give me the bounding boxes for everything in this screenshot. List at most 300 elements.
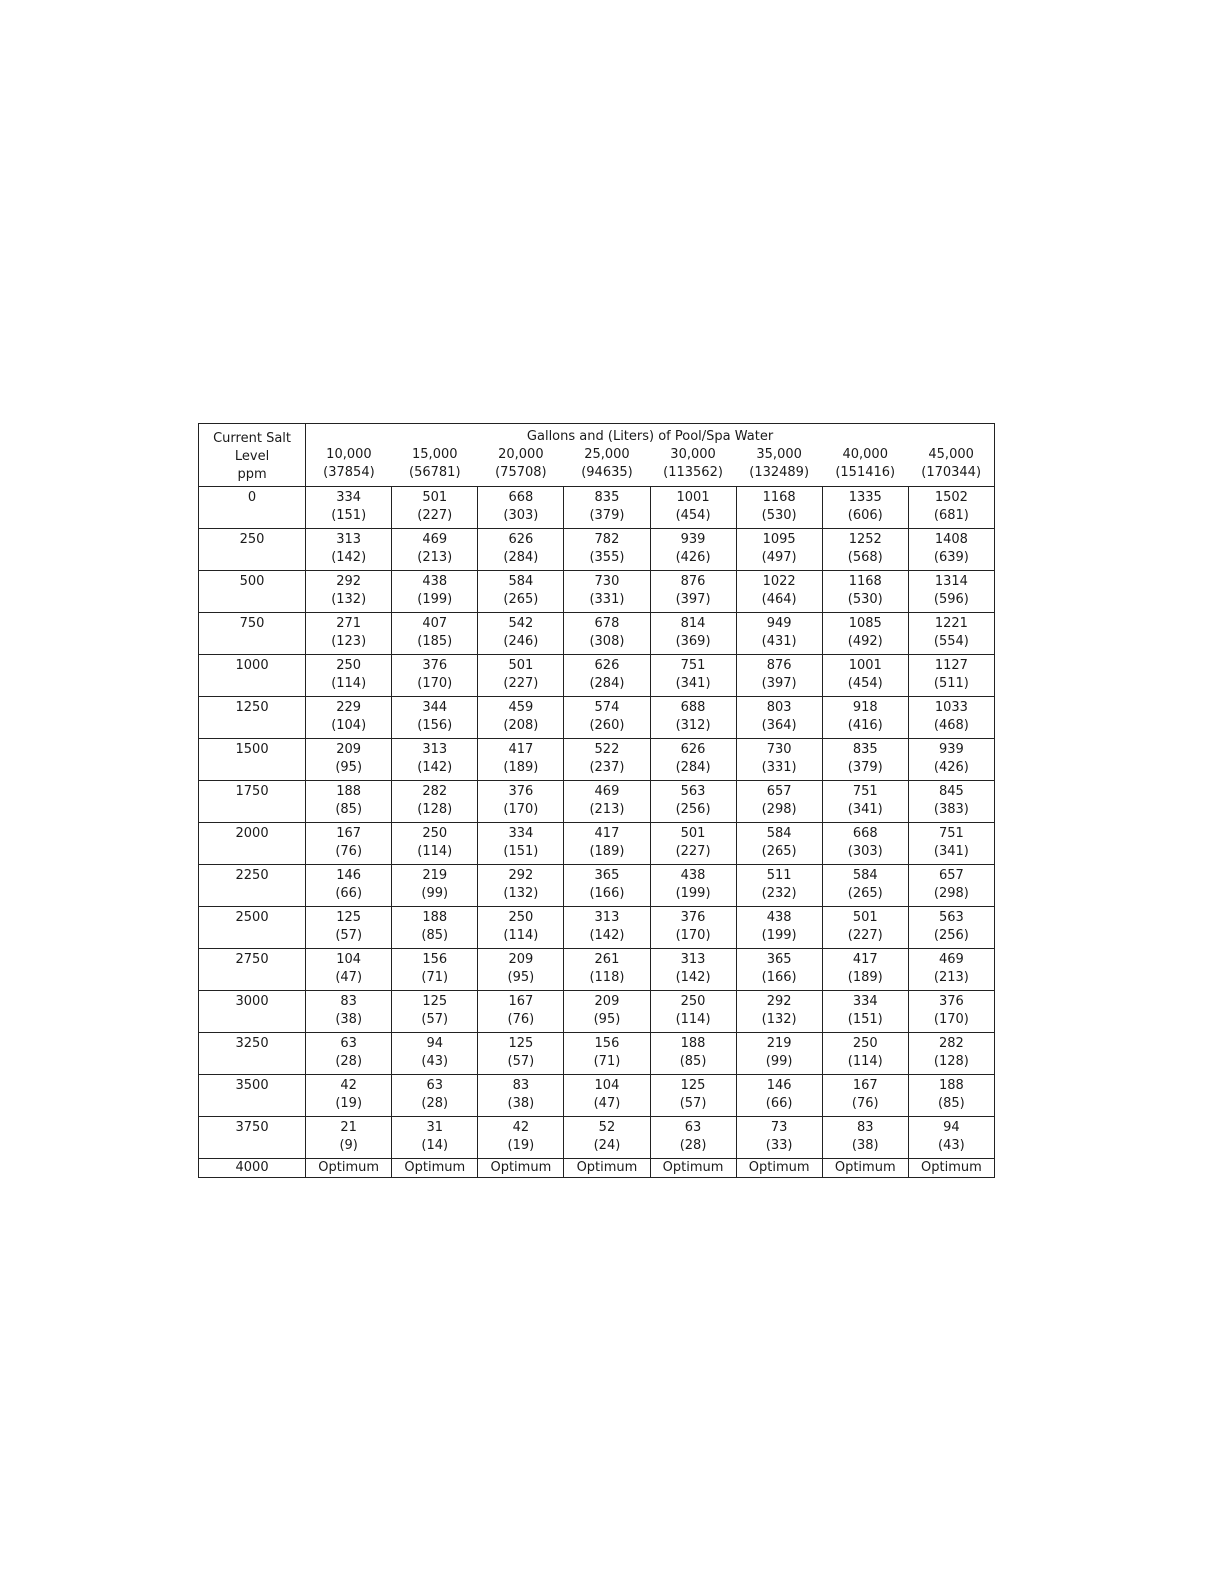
salt-amount-cell: [736, 571, 822, 613]
salt-level-cell: 3750: [199, 1117, 306, 1159]
pounds-value: 949: [766, 616, 792, 631]
salt-amount-cell: [736, 865, 822, 907]
salt-amount-cell: [650, 991, 736, 1033]
salt-amount-cell: [306, 739, 392, 781]
kilograms-value: (189): [503, 760, 539, 775]
kilograms-value: (312): [675, 718, 711, 733]
kilograms-value: (284): [675, 760, 711, 775]
kilograms-value: (265): [761, 844, 797, 859]
gallons-label: 40,000: [842, 447, 888, 462]
kilograms-value: (132): [331, 592, 367, 607]
pounds-value: 803: [766, 700, 792, 715]
kilograms-value: (38): [335, 1012, 363, 1027]
kilograms-value: (151): [331, 508, 367, 523]
header-line: ppm: [237, 467, 267, 482]
pounds-value: 501: [852, 910, 878, 925]
kilograms-value: (43): [938, 1138, 965, 1153]
kilograms-value: (308): [589, 634, 625, 649]
kilograms-value: (568): [847, 550, 883, 565]
salt-amount-cell: [306, 1075, 392, 1117]
volume-column-header: [564, 446, 650, 487]
table-row: [199, 781, 995, 823]
salt-level-cell: 3000: [199, 991, 306, 1033]
kilograms-value: (341): [933, 844, 969, 859]
kilograms-value: (142): [417, 760, 453, 775]
salt-amount-cell: [822, 487, 908, 529]
kilograms-value: (260): [589, 718, 625, 733]
pounds-value: 469: [938, 952, 964, 967]
kilograms-value: (379): [589, 508, 625, 523]
pounds-value: 188: [938, 1078, 964, 1093]
pounds-value: 626: [680, 742, 706, 757]
salt-level-cell: 1000: [199, 655, 306, 697]
pounds-value: 83: [512, 1078, 530, 1093]
volume-column-header: [822, 446, 908, 487]
salt-amount-cell: [392, 487, 478, 529]
salt-amount-cell: [908, 823, 994, 865]
kilograms-value: (118): [589, 970, 625, 985]
kilograms-value: (341): [675, 676, 711, 691]
salt-amount-cell: [908, 529, 994, 571]
salt-amount-cell: [736, 907, 822, 949]
kilograms-value: (132): [503, 886, 539, 901]
pounds-value: 250: [508, 910, 534, 925]
kilograms-value: (681): [933, 508, 969, 523]
pounds-value: 219: [766, 1036, 792, 1051]
volume-column-header: [736, 446, 822, 487]
kilograms-value: (19): [507, 1138, 535, 1153]
salt-level-cell: 3500: [199, 1075, 306, 1117]
kilograms-value: (468): [933, 718, 969, 733]
pounds-value: 730: [766, 742, 792, 757]
pounds-value: 167: [852, 1078, 878, 1093]
pounds-value: 1335: [848, 490, 882, 505]
pounds-value: 501: [680, 826, 706, 841]
salt-amount-cell: [564, 907, 650, 949]
liters-label: (75708): [495, 465, 547, 480]
gallons-label: 45,000: [928, 447, 974, 462]
pounds-value: 469: [422, 532, 448, 547]
kilograms-value: (57): [421, 1012, 449, 1027]
salt-level-cell: 3250: [199, 1033, 306, 1075]
kilograms-value: (492): [847, 634, 883, 649]
pounds-value: 584: [766, 826, 792, 841]
pounds-value: 209: [508, 952, 534, 967]
pounds-value: 219: [422, 868, 448, 883]
optimum-cell: Optimum: [564, 1159, 650, 1178]
pounds-value: 209: [594, 994, 620, 1009]
pounds-value: 688: [680, 700, 706, 715]
kilograms-value: (511): [933, 676, 969, 691]
salt-amount-cell: [908, 739, 994, 781]
salt-amount-cell: [306, 613, 392, 655]
pounds-value: 438: [680, 868, 706, 883]
salt-amount-cell: [392, 739, 478, 781]
salt-amount-cell: [908, 487, 994, 529]
pounds-value: 313: [422, 742, 448, 757]
volume-column-header: [908, 446, 994, 487]
salt-level-cell: 4000: [199, 1159, 306, 1178]
kilograms-value: (199): [761, 928, 797, 943]
pounds-value: 876: [766, 658, 792, 673]
kilograms-value: (85): [335, 802, 363, 817]
salt-amount-cell: [306, 1117, 392, 1159]
kilograms-value: (85): [679, 1054, 707, 1069]
salt-amount-cell: [822, 1075, 908, 1117]
pounds-value: 730: [594, 574, 620, 589]
table-row: [199, 1033, 995, 1075]
kilograms-value: (298): [761, 802, 797, 817]
gallons-label: 30,000: [670, 447, 716, 462]
liters-label: (170344): [921, 465, 982, 480]
pounds-value: 376: [422, 658, 448, 673]
pounds-value: 250: [336, 658, 362, 673]
pounds-value: 42: [340, 1078, 357, 1093]
kilograms-value: (639): [933, 550, 969, 565]
pounds-value: 918: [852, 700, 878, 715]
kilograms-value: (151): [847, 1012, 883, 1027]
kilograms-value: (66): [765, 1096, 793, 1111]
salt-amount-cell: [736, 529, 822, 571]
salt-amount-cell: [478, 1117, 564, 1159]
salt-amount-cell: [908, 991, 994, 1033]
kilograms-value: (208): [503, 718, 539, 733]
kilograms-value: (166): [589, 886, 625, 901]
pounds-value: 376: [508, 784, 534, 799]
pounds-value: 125: [422, 994, 448, 1009]
kilograms-value: (95): [507, 970, 535, 985]
optimum-cell: Optimum: [650, 1159, 736, 1178]
kilograms-value: (199): [417, 592, 453, 607]
pounds-value: 584: [852, 868, 878, 883]
header-line: Current Salt: [213, 431, 291, 446]
pounds-value: 511: [766, 868, 792, 883]
pounds-value: 835: [594, 490, 620, 505]
kilograms-value: (156): [417, 718, 453, 733]
kilograms-value: (170): [675, 928, 711, 943]
salt-amount-cell: [822, 823, 908, 865]
pounds-value: 334: [508, 826, 534, 841]
pounds-value: 21: [340, 1120, 357, 1135]
kilograms-value: (24): [593, 1138, 621, 1153]
optimum-cell: Optimum: [478, 1159, 564, 1178]
kilograms-value: (227): [417, 508, 453, 523]
kilograms-value: (99): [765, 1054, 793, 1069]
pounds-value: 835: [852, 742, 878, 757]
pounds-value: 845: [938, 784, 964, 799]
salt-amount-cell: [478, 823, 564, 865]
table-row: [199, 1075, 995, 1117]
optimum-cell: Optimum: [306, 1159, 392, 1178]
kilograms-value: (19): [335, 1096, 363, 1111]
salt-amount-cell: [822, 781, 908, 823]
pounds-value: 292: [508, 868, 534, 883]
table-row: [199, 991, 995, 1033]
pounds-value: 417: [508, 742, 534, 757]
pounds-value: 751: [680, 658, 706, 673]
salt-level-cell: 1500: [199, 739, 306, 781]
salt-level-cell: 250: [199, 529, 306, 571]
pounds-value: 313: [680, 952, 706, 967]
salt-level-cell: 1750: [199, 781, 306, 823]
kilograms-value: (71): [421, 970, 449, 985]
salt-amount-cell: [306, 487, 392, 529]
salt-amount-cell: [564, 1117, 650, 1159]
salt-amount-cell: [392, 823, 478, 865]
salt-amount-cell: [306, 529, 392, 571]
pounds-value: 229: [336, 700, 362, 715]
salt-amount-cell: [564, 655, 650, 697]
pounds-value: 678: [594, 616, 620, 631]
salt-amount-cell: [822, 739, 908, 781]
kilograms-value: (132): [761, 1012, 797, 1027]
salt-amount-cell: [306, 571, 392, 613]
table-body: [199, 487, 995, 1178]
pounds-value: 563: [938, 910, 964, 925]
kilograms-value: (341): [847, 802, 883, 817]
salt-amount-cell: [908, 865, 994, 907]
pounds-value: 1314: [934, 574, 968, 589]
pounds-value: 438: [766, 910, 792, 925]
salt-amount-cell: [908, 1075, 994, 1117]
pounds-value: 365: [766, 952, 792, 967]
kilograms-value: (426): [933, 760, 969, 775]
kilograms-value: (355): [589, 550, 625, 565]
kilograms-value: (151): [503, 844, 539, 859]
kilograms-value: (38): [851, 1138, 879, 1153]
salt-amount-cell: [822, 697, 908, 739]
salt-amount-cell: [564, 571, 650, 613]
salt-amount-cell: [564, 781, 650, 823]
pounds-value: 417: [594, 826, 620, 841]
kilograms-value: (142): [589, 928, 625, 943]
pounds-value: 125: [680, 1078, 706, 1093]
kilograms-value: (227): [675, 844, 711, 859]
salt-amount-cell: [392, 1117, 478, 1159]
kilograms-value: (397): [675, 592, 711, 607]
pounds-value: 407: [422, 616, 448, 631]
salt-amount-cell: [736, 1117, 822, 1159]
liters-label: (151416): [835, 465, 896, 480]
salt-amount-cell: [908, 1117, 994, 1159]
kilograms-value: (76): [507, 1012, 535, 1027]
kilograms-value: (454): [847, 676, 883, 691]
table-row: [199, 529, 995, 571]
kilograms-value: (227): [503, 676, 539, 691]
salt-amount-cell: [650, 655, 736, 697]
salt-amount-cell: [650, 529, 736, 571]
pounds-value: 438: [422, 574, 448, 589]
pounds-value: 501: [508, 658, 534, 673]
kilograms-value: (123): [331, 634, 367, 649]
pounds-value: 751: [852, 784, 878, 799]
salt-amount-cell: [392, 529, 478, 571]
pounds-value: 94: [426, 1036, 444, 1051]
pounds-value: 626: [508, 532, 534, 547]
pounds-value: 668: [852, 826, 878, 841]
salt-amount-cell: [822, 949, 908, 991]
salt-amount-cell: [392, 1033, 478, 1075]
salt-amount-cell: [564, 1075, 650, 1117]
pounds-value: 250: [852, 1036, 878, 1051]
salt-amount-cell: [478, 697, 564, 739]
kilograms-value: (464): [761, 592, 797, 607]
salt-amount-cell: [564, 991, 650, 1033]
salt-amount-cell: [736, 697, 822, 739]
salt-amount-cell: [908, 571, 994, 613]
salt-amount-cell: [306, 781, 392, 823]
salt-amount-cell: [478, 571, 564, 613]
volume-column-header: [650, 446, 736, 487]
kilograms-value: (28): [421, 1096, 449, 1111]
kilograms-value: (114): [417, 844, 453, 859]
salt-amount-cell: [306, 655, 392, 697]
salt-amount-cell: [908, 907, 994, 949]
salt-amount-cell: [306, 907, 392, 949]
table-row-optimum: [199, 1159, 995, 1178]
salt-amount-cell: [392, 613, 478, 655]
pounds-value: 376: [938, 994, 964, 1009]
liters-label: (132489): [749, 465, 810, 480]
salt-amount-cell: [478, 949, 564, 991]
salt-level-cell: 2250: [199, 865, 306, 907]
pounds-value: 939: [938, 742, 964, 757]
kilograms-value: (284): [503, 550, 539, 565]
pounds-value: 1408: [934, 532, 968, 547]
gallons-label: 25,000: [584, 447, 630, 462]
liters-label: (37854): [323, 465, 375, 480]
pounds-value: 522: [594, 742, 620, 757]
kilograms-value: (57): [335, 928, 363, 943]
kilograms-value: (265): [503, 592, 539, 607]
kilograms-value: (85): [421, 928, 449, 943]
salt-amount-cell: [478, 739, 564, 781]
pounds-value: 83: [856, 1120, 874, 1135]
kilograms-value: (213): [933, 970, 969, 985]
pounds-value: 574: [594, 700, 620, 715]
pounds-value: 1001: [676, 490, 710, 505]
salt-addition-table: [198, 423, 995, 1178]
salt-amount-cell: [736, 1075, 822, 1117]
salt-amount-cell: [564, 613, 650, 655]
kilograms-value: (232): [761, 886, 797, 901]
salt-amount-cell: [822, 991, 908, 1033]
kilograms-value: (426): [675, 550, 711, 565]
pounds-value: 167: [508, 994, 534, 1009]
header-row-volumes: [199, 446, 995, 487]
pounds-value: 125: [336, 910, 362, 925]
table-row: [199, 865, 995, 907]
pounds-value: 814: [680, 616, 706, 631]
table-row: [199, 697, 995, 739]
salt-amount-cell: [392, 655, 478, 697]
kilograms-value: (85): [938, 1096, 965, 1111]
salt-amount-cell: [650, 781, 736, 823]
table-row: [199, 655, 995, 697]
kilograms-value: (104): [331, 718, 367, 733]
pounds-value: 563: [680, 784, 706, 799]
pounds-value: 83: [340, 994, 357, 1009]
salt-amount-cell: [564, 487, 650, 529]
kilograms-value: (47): [593, 1096, 621, 1111]
pounds-value: 104: [594, 1078, 620, 1093]
kilograms-value: (170): [503, 802, 539, 817]
kilograms-value: (189): [847, 970, 883, 985]
kilograms-value: (497): [761, 550, 797, 565]
kilograms-value: (166): [761, 970, 797, 985]
pounds-value: 334: [336, 490, 362, 505]
salt-amount-cell: [650, 1117, 736, 1159]
pounds-value: 501: [422, 490, 448, 505]
kilograms-value: (33): [765, 1138, 793, 1153]
kilograms-value: (114): [503, 928, 539, 943]
salt-amount-cell: [736, 739, 822, 781]
volume-column-header: [478, 446, 564, 487]
salt-amount-cell: [478, 529, 564, 571]
pounds-value: 1127: [934, 658, 968, 673]
kilograms-value: (38): [507, 1096, 535, 1111]
salt-amount-cell: [822, 613, 908, 655]
pounds-value: 751: [938, 826, 964, 841]
kilograms-value: (114): [847, 1054, 883, 1069]
volume-column-header: [392, 446, 478, 487]
pounds-value: 282: [938, 1036, 964, 1051]
salt-level-cell: 2500: [199, 907, 306, 949]
salt-amount-cell: [650, 697, 736, 739]
salt-amount-cell: [564, 1033, 650, 1075]
kilograms-value: (14): [421, 1138, 449, 1153]
salt-amount-cell: [478, 991, 564, 1033]
kilograms-value: (383): [933, 802, 969, 817]
kilograms-value: (9): [339, 1138, 358, 1153]
pounds-value: 365: [594, 868, 620, 883]
salt-amount-cell: [822, 1117, 908, 1159]
pounds-value: 1095: [762, 532, 796, 547]
salt-amount-cell: [650, 823, 736, 865]
kilograms-value: (76): [335, 844, 363, 859]
pounds-value: 52: [598, 1120, 616, 1135]
kilograms-value: (213): [589, 802, 625, 817]
salt-amount-cell: [564, 865, 650, 907]
salt-amount-cell: [564, 739, 650, 781]
optimum-cell: Optimum: [822, 1159, 908, 1178]
pounds-value: 344: [422, 700, 448, 715]
pounds-value: 417: [852, 952, 878, 967]
pounds-value: 668: [508, 490, 534, 505]
pounds-value: 1168: [762, 490, 796, 505]
salt-amount-cell: [650, 739, 736, 781]
salt-amount-cell: [908, 949, 994, 991]
salt-amount-cell: [736, 655, 822, 697]
pounds-value: 271: [336, 616, 362, 631]
gallons-label: 10,000: [326, 447, 372, 462]
salt-amount-cell: [650, 487, 736, 529]
salt-amount-cell: [822, 529, 908, 571]
pounds-value: 542: [508, 616, 534, 631]
optimum-cell: Optimum: [908, 1159, 994, 1178]
kilograms-value: (530): [761, 508, 797, 523]
current-salt-level-header: [199, 424, 306, 487]
table-row: [199, 907, 995, 949]
pounds-value: 1085: [848, 616, 882, 631]
pounds-value: 209: [336, 742, 362, 757]
salt-amount-cell: [650, 907, 736, 949]
pounds-value: 125: [508, 1036, 534, 1051]
kilograms-value: (246): [503, 634, 539, 649]
pounds-value: 250: [680, 994, 706, 1009]
salt-level-cell: 2000: [199, 823, 306, 865]
table-row: [199, 613, 995, 655]
